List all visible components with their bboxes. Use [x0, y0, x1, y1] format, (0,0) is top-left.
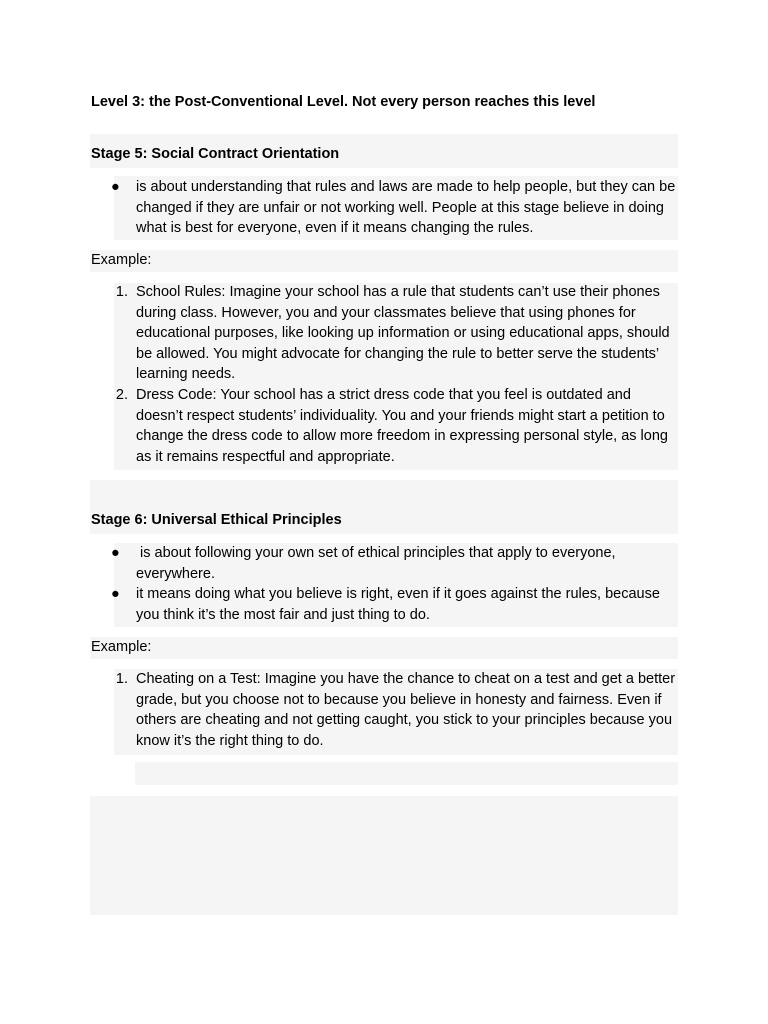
- stage6-heading: Stage 6: Universal Ethical Principles: [91, 512, 342, 528]
- shade-empty-block: [90, 796, 678, 915]
- number-marker: 2.: [115, 386, 128, 403]
- stage6-example-label: Example:: [91, 639, 152, 655]
- number-marker: 1.: [115, 284, 128, 300]
- list-item: [91, 584, 681, 625]
- level-heading: Level 3: the Post-Conventional Level. Not every person reaches this level: [91, 94, 596, 110]
- shade-empty-line: [135, 762, 678, 785]
- stage5-bullet-list: [91, 177, 681, 239]
- shade-stage6-example-label: [90, 637, 678, 659]
- number-marker: 1.: [115, 671, 128, 687]
- list-item-text: is about understanding that rules and laws are made to help people, but they can be changed if they are unfair or not working well. People at this stage believe in doing what is best for everyone, even if it means changing the rules.: [136, 179, 676, 237]
- bullet-marker: ●: [111, 545, 120, 561]
- stage6-example-list: [91, 669, 681, 751]
- list-item: [91, 543, 681, 584]
- list-item: [91, 177, 681, 239]
- list-item: [91, 282, 681, 385]
- bullet-marker: ●: [111, 179, 120, 195]
- bullet-marker: ●: [111, 586, 120, 603]
- shade-stage5-example-label: [90, 250, 678, 272]
- list-item-text: Dress Code: Your school has a strict dress code that you feel is outdated and doesn’t respect students’ individuality. You and your friends might start a petition to change the dress code to allow more freedom in expressing personal style, as long as it remains respectful and appropriate.: [136, 386, 668, 465]
- list-item-text: is about following your own set of ethical principles that apply to everyone, everywhere.: [136, 545, 620, 582]
- list-item: [91, 385, 681, 467]
- stage5-heading: Stage 5: Social Contract Orientation: [91, 146, 340, 162]
- list-item: [91, 669, 681, 751]
- list-item-text: it means doing what you believe is right, even if it goes against the rules, because you think it’s the most fair and just thing to do.: [136, 586, 660, 623]
- list-item-text: School Rules: Imagine your school has a rule that students can’t use their phones during class. However, you and your classmates believe that using phones for educational purposes, like looking up information or using educational apps, should be allowed. You might advocate for changing the rule to better serve the students’ learning needs.: [136, 284, 670, 383]
- stage6-bullet-list: [91, 543, 681, 625]
- stage5-example-label: Example:: [91, 252, 152, 268]
- stage5-example-list: [91, 282, 681, 467]
- list-item-text: Cheating on a Test: Imagine you have the chance to cheat on a test and get a better grade, but you choose not to because you believe in honesty and fairness. Even if others are cheating and not getting caught, you stick to your principles because you know it’s the right thing to do.: [136, 671, 676, 749]
